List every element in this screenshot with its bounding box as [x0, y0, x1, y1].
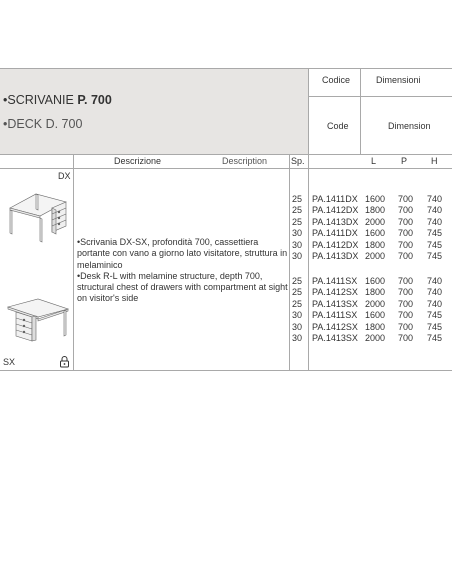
l-cell: 1800	[365, 321, 386, 332]
p-cell: 700	[398, 287, 414, 298]
l-cell: 2000	[365, 298, 386, 309]
sp-cell: 30	[292, 228, 303, 239]
l-column-sx	[365, 276, 385, 345]
desk-right-icon	[8, 180, 72, 250]
code-column-divider	[308, 68, 309, 370]
sp-cell: 25	[292, 287, 303, 298]
header-divider	[308, 96, 452, 97]
col-p: P	[401, 156, 408, 166]
h-cell: 740	[427, 205, 443, 216]
description-en-line: on visitor's side	[77, 293, 139, 304]
code-cell: PA.1412DX	[312, 239, 359, 250]
h-cell: 740	[427, 276, 443, 286]
l-column-dx	[365, 194, 385, 263]
sx-label: SX	[3, 357, 16, 367]
sp-cell: 30	[292, 251, 303, 262]
sp-column-sx	[292, 276, 302, 345]
col-sp: Sp.	[291, 156, 305, 166]
lock-icon	[59, 355, 70, 368]
table-bottom-border	[0, 370, 452, 371]
col-description: Description	[222, 156, 268, 166]
description-en-line: structural chest of drawers with compartment at sight	[77, 282, 288, 293]
header-background	[0, 68, 308, 154]
p-cell: 700	[398, 216, 414, 227]
description-it-line: •Scrivania DX-SX, profondità 700, cassettiera	[77, 237, 259, 247]
h-column-dx	[427, 194, 442, 263]
sp-cell: 30	[292, 333, 303, 344]
l-cell: 1600	[365, 228, 386, 239]
sp-cell: 25	[292, 194, 303, 204]
dimension-label: Dimension	[388, 121, 431, 131]
p-cell: 700	[398, 333, 414, 344]
sp-column-dx	[292, 194, 302, 263]
p-cell: 700	[398, 194, 414, 204]
h-cell: 745	[427, 251, 443, 262]
image-column-divider	[73, 154, 74, 370]
p-cell: 700	[398, 310, 414, 321]
h-cell: 745	[427, 310, 443, 321]
h-cell: 740	[427, 298, 443, 309]
code-cell: PA.1411DX	[312, 194, 358, 204]
sp-cell: 30	[292, 310, 303, 321]
description-en-line: •Desk R-L with melamine structure, depth 700,	[77, 270, 263, 281]
p-cell: 700	[398, 205, 414, 216]
sp-cell: 30	[292, 239, 303, 250]
codice-label: Codice	[322, 75, 351, 85]
l-cell: 1800	[365, 239, 386, 250]
top-border	[0, 68, 452, 69]
h-column-sx	[427, 276, 442, 345]
p-column-sx	[398, 276, 413, 345]
code-cell: PA.1413SX	[312, 298, 358, 309]
code-cell: PA.1411DX	[312, 228, 358, 239]
sp-cell: 25	[292, 276, 303, 286]
col-descrizione: Descrizione	[114, 156, 162, 166]
dx-label: DX	[58, 171, 71, 181]
h-cell: 745	[427, 333, 443, 344]
p-column-dx	[398, 194, 413, 263]
col-l: L	[371, 156, 377, 166]
l-cell: 1800	[365, 287, 386, 298]
p-cell: 700	[398, 239, 414, 250]
code-cell: PA.1413DX	[312, 251, 359, 262]
h-cell: 740	[427, 216, 443, 227]
sp-cell: 30	[292, 321, 303, 332]
description-it-line: melaminico	[77, 259, 123, 270]
h-cell: 745	[427, 321, 443, 332]
code-cell: PA.1411SX	[312, 276, 358, 286]
column-header-bottom-border	[0, 168, 452, 169]
l-cell: 2000	[365, 251, 386, 262]
l-cell: 2000	[365, 333, 386, 344]
code-column-dx	[312, 194, 358, 263]
p-cell: 700	[398, 298, 414, 309]
h-cell: 745	[427, 228, 443, 239]
dimension-column-divider	[360, 68, 361, 154]
code-cell: PA.1412DX	[312, 205, 359, 216]
description-it-line: portante con vano a giorno lato visitatore, struttura in	[77, 248, 288, 259]
l-cell: 1600	[365, 310, 386, 321]
code-label: Code	[327, 121, 349, 131]
h-cell: 740	[427, 194, 443, 204]
product-title: •SCRIVANIE P. 700	[3, 93, 112, 107]
code-cell: PA.1412SX	[312, 287, 358, 298]
sp-cell: 25	[292, 216, 303, 227]
l-cell: 1800	[365, 205, 386, 216]
col-h: H	[431, 156, 438, 166]
h-cell: 740	[427, 287, 443, 298]
header-bottom-border	[0, 154, 452, 155]
p-cell: 700	[398, 228, 414, 239]
dimensioni-label: Dimensioni	[376, 75, 421, 85]
product-subtitle: •DECK D. 700	[3, 117, 83, 131]
l-cell: 1600	[365, 194, 386, 204]
product-description	[77, 237, 289, 305]
p-cell: 700	[398, 321, 414, 332]
code-column-sx	[312, 276, 358, 345]
sp-cell: 25	[292, 205, 303, 216]
sp-cell: 25	[292, 298, 303, 309]
desk-left-icon	[4, 285, 72, 355]
p-cell: 700	[398, 251, 414, 262]
sp-column-divider	[289, 154, 290, 370]
code-cell: PA.1412SX	[312, 321, 358, 332]
p-cell: 700	[398, 276, 414, 286]
code-cell: PA.1413SX	[312, 333, 358, 344]
l-cell: 1600	[365, 276, 386, 286]
l-cell: 2000	[365, 216, 386, 227]
code-cell: PA.1413DX	[312, 216, 359, 227]
code-cell: PA.1411SX	[312, 310, 358, 321]
h-cell: 745	[427, 239, 443, 250]
